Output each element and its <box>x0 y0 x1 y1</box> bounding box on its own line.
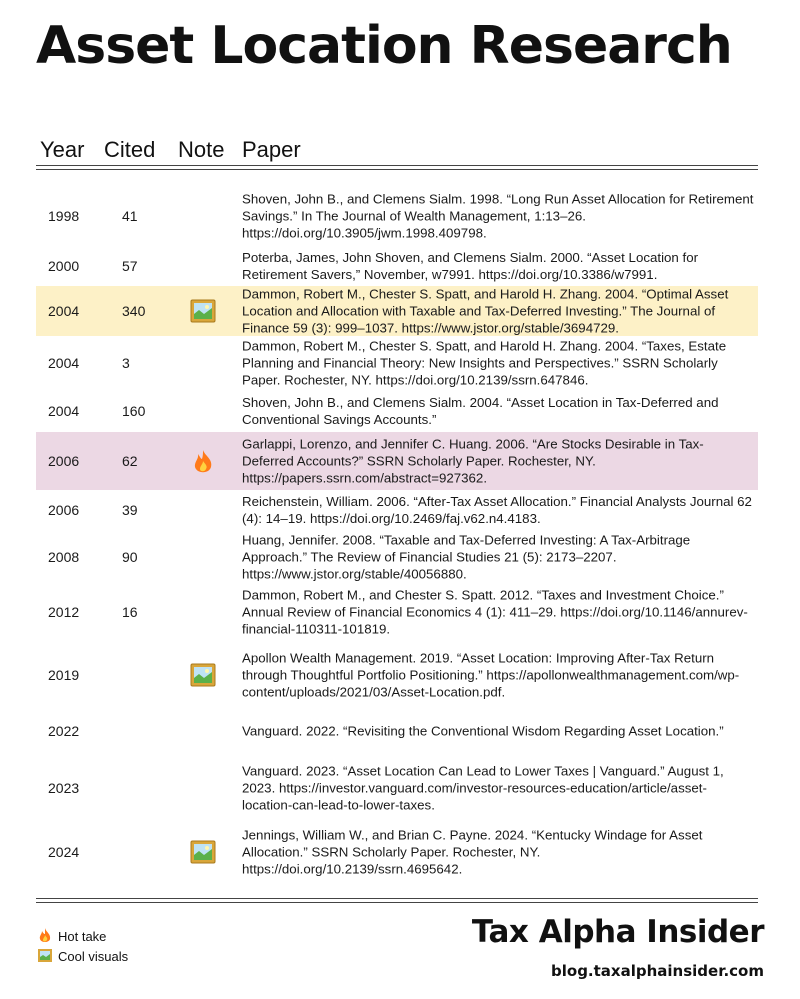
year-cell: 2000 <box>48 258 80 274</box>
paper-citation: Garlappi, Lorenzo, and Jennifer C. Huang. 2006. “Are Stocks Desirable in Tax-Deferred Accounts?” SSRN Scholarly Paper. Rochester, NY. https://papers.ssrn.com/abstract=927362. <box>242 436 704 486</box>
cited-cell: 3 <box>122 355 130 371</box>
year-cell: 2012 <box>48 604 80 620</box>
page-title: Asset Location Research <box>36 16 732 76</box>
note-cell <box>190 663 216 687</box>
paper-citation: Reichenstein, William. 2006. “After-Tax Asset Allocation.” Financial Analysts Journal 62 (4): 14–19. https://doi.org/10.2469/faj.v62.n4.4183. <box>242 494 752 526</box>
paper-citation: Dammon, Robert M., Chester S. Spatt, and Harold H. Zhang. 2004. “Taxes, Estate Planning and Financial Theory: New Insights and Perspectives.” SSRN Scholarly Paper. Rochester, NY. https://doi.org/10.2139/ssrn.647846. <box>242 338 727 388</box>
brand-url[interactable]: blog.taxalphainsider.com <box>551 962 764 980</box>
cited-cell: 16 <box>122 604 138 620</box>
year-cell: 2023 <box>48 780 80 796</box>
note-cell <box>190 600 216 624</box>
table-row <box>36 490 758 530</box>
table-row <box>36 190 758 242</box>
paper-citation: Apollon Wealth Management. 2019. “Asset Location: Improving After-Tax Return through Thoughtful Portfolio Positioning.” https://apollonwealthmanagement.com/wp-content/uploads/2021/03/Asset-Location.pdf. <box>242 650 740 700</box>
table-row <box>36 286 758 336</box>
year-cell: 2006 <box>48 502 80 518</box>
column-header-note[interactable]: Note <box>178 137 225 162</box>
year-cell: 2004 <box>48 355 80 371</box>
table-row <box>36 391 758 430</box>
year-cell: 1998 <box>48 208 80 224</box>
year-cell: 2004 <box>48 303 80 319</box>
note-cell <box>190 498 216 522</box>
table-row <box>36 432 758 490</box>
note-cell <box>190 449 216 473</box>
picture-icon <box>190 299 216 326</box>
note-cell <box>190 545 216 569</box>
paper-citation: Shoven, John B., and Clemens Sialm. 1998. “Long Run Asset Allocation for Retirement Savings.” In The Journal of Wealth Management, 1:13–26. https://doi.org/10.3905/jwm.1998.409798. <box>242 191 754 241</box>
note-cell <box>190 840 216 864</box>
year-cell: 2019 <box>48 667 80 683</box>
year-cell: 2006 <box>48 453 80 469</box>
note-cell <box>190 776 216 800</box>
paper-citation: Shoven, John B., and Clemens Sialm. 2004. “Asset Location in Tax-Deferred and Conventional Savings Accounts.” <box>242 394 719 427</box>
fire-icon <box>190 449 216 478</box>
cited-cell: 62 <box>122 453 138 469</box>
fire-icon <box>38 928 56 944</box>
table-row <box>36 584 758 640</box>
table-row <box>36 338 758 388</box>
legend-label-cool-visuals: Cool visuals <box>58 948 129 964</box>
table-header <box>40 137 760 165</box>
table-row <box>36 712 758 750</box>
legend-item-hot-take <box>38 926 128 946</box>
table-row <box>36 642 758 708</box>
note-cell <box>190 719 216 743</box>
picture-icon <box>38 948 56 964</box>
year-cell: 2004 <box>48 402 80 419</box>
note-cell <box>190 351 216 375</box>
picture-icon <box>190 840 216 867</box>
paper-citation: Dammon, Robert M., Chester S. Spatt, and Harold H. Zhang. 2004. “Optimal Asset Location and Allocation with Taxable and Tax-Deferred Investing.” The Journal of Finance 59 (3): 999–1037. https://www.jstor.org/stable/3694729. <box>242 286 729 336</box>
note-cell <box>190 399 216 423</box>
year-cell: 2024 <box>48 844 80 860</box>
cited-cell: 57 <box>122 258 138 274</box>
note-cell <box>190 299 216 323</box>
cited-cell: 39 <box>122 502 138 518</box>
legend-label-hot-take: Hot take <box>58 928 107 944</box>
cited-cell: 160 <box>122 402 146 419</box>
paper-citation: Huang, Jennifer. 2008. “Taxable and Tax-Deferred Investing: A Tax-Arbitrage Approach.” The Review of Financial Studies 21 (5): 2173–2207. https://www.jstor.org/stable/40056880. <box>242 532 691 582</box>
table-row <box>36 532 758 582</box>
paper-citation: Vanguard. 2023. “Asset Location Can Lead to Lower Taxes | Vanguard.” August 1, 2023. https://investor.vanguard.com/investor-resources-education/article/asset-location-can-lead-to-lower-taxes. <box>242 763 724 813</box>
table-row <box>36 248 758 284</box>
column-header-paper[interactable]: Paper <box>242 137 301 162</box>
cited-cell: 340 <box>122 303 146 319</box>
header-divider <box>36 165 758 170</box>
paper-citation: Jennings, William W., and Brian C. Payne. 2024. “Kentucky Windage for Asset Allocation.” SSRN Scholarly Paper. Rochester, NY. https://doi.org/10.2139/ssrn.4695642. <box>242 827 703 877</box>
table-bottom-divider <box>36 898 758 903</box>
cited-cell: 90 <box>122 549 138 565</box>
picture-icon <box>190 663 216 690</box>
table-row <box>36 752 758 824</box>
paper-citation: Vanguard. 2022. “Revisiting the Conventional Wisdom Regarding Asset Location.” <box>242 723 724 739</box>
column-header-year[interactable]: Year <box>40 137 85 162</box>
table-row <box>36 826 758 878</box>
paper-citation: Dammon, Robert M., and Chester S. Spatt. 2012. “Taxes and Investment Choice.” Annual Review of Financial Economics 4 (1): 411–29. https://doi.org/10.1146/annurev-financial-110311-101819. <box>242 587 748 637</box>
note-cell <box>190 254 216 278</box>
cited-cell: 41 <box>122 208 138 224</box>
year-cell: 2008 <box>48 549 80 565</box>
column-header-cited[interactable]: Cited <box>104 137 156 162</box>
note-cell <box>190 204 216 228</box>
paper-citation: Poterba, James, John Shoven, and Clemens Sialm. 2000. “Asset Location for Retirement Savers,” November, w7991. https://doi.org/10.3386/w7991. <box>242 250 699 282</box>
year-cell: 2022 <box>48 723 80 739</box>
legend-item-cool-visuals <box>38 946 128 966</box>
brand-name: Tax Alpha Insider <box>471 914 764 950</box>
legend <box>38 926 128 966</box>
